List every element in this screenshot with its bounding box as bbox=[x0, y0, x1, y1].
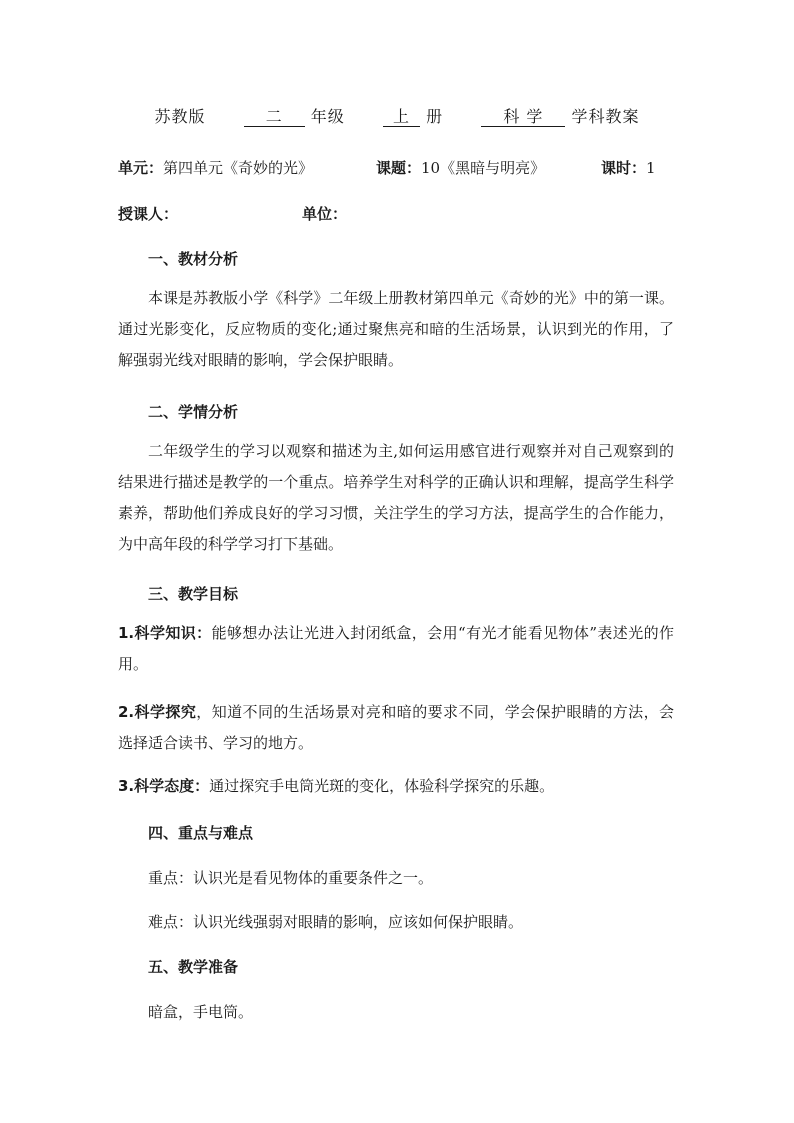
org-label: 单位： bbox=[302, 205, 348, 223]
section-heading-preparation: 五、教学准备 bbox=[148, 958, 239, 976]
period-label: 课时： bbox=[601, 159, 647, 177]
goal-label: 1.科学知识： bbox=[118, 624, 212, 642]
topic-label: 课题： bbox=[376, 159, 422, 177]
student-analysis-paragraph: 二年级学生的学习以观察和描述为主,如何运用感官进行观察并对自己观察到的结果进行描述是教学的一个重点。培养学生对科学的正确认识和理解，提高学生科学素养，帮助他们养成良好的学习习惯，关注学生的学习方法，提高学生的合作能力，为中高年段的科学学习打下基础。 bbox=[118, 442, 674, 553]
publisher-text: 苏教版 bbox=[154, 107, 206, 126]
teacher-label: 授课人： bbox=[118, 205, 179, 223]
subject-label: 学科教案 bbox=[571, 107, 640, 126]
document-title bbox=[0, 104, 794, 127]
section-heading-students: 二、学情分析 bbox=[148, 403, 239, 421]
unit-label: 单元： bbox=[118, 159, 164, 177]
key-point-text: 重点：认识光是看见物体的重要条件之一。 bbox=[148, 869, 434, 887]
difficulty-text: 难点：认识光线强弱对眼睛的影响，应该如何保护眼睛。 bbox=[148, 913, 524, 931]
volume-blank: 上 bbox=[383, 108, 420, 127]
section-heading-key-points: 四、重点与难点 bbox=[148, 824, 254, 842]
goal-item-attitude bbox=[118, 771, 674, 802]
grade-blank: 二 bbox=[244, 108, 305, 127]
grade-label: 年级 bbox=[310, 107, 345, 126]
goal-text: 通过探究手电筒光斑的变化，体验科学探究的乐趣。 bbox=[209, 777, 555, 795]
unit-value: 第四单元《奇妙的光》 bbox=[163, 159, 314, 177]
section-heading-textbook: 一、教材分析 bbox=[148, 250, 239, 268]
goal-item-knowledge bbox=[118, 618, 674, 680]
section-heading-goals: 三、教学目标 bbox=[148, 585, 239, 603]
goal-text: 能够想办法让光进入封闭纸盒，会用“有光才能看见物体”表述光的作用。 bbox=[118, 624, 674, 673]
goal-item-inquiry bbox=[118, 697, 674, 759]
volume-label: 册 bbox=[426, 107, 444, 126]
topic-value: 10《黑暗与明亮》 bbox=[421, 159, 546, 177]
goal-text: ，知道不同的生活场景对亮和暗的要求不同，学会保护眼睛的方法，会选择适合读书、学习的地方。 bbox=[118, 703, 674, 752]
goal-label: 3.科学态度： bbox=[118, 777, 210, 795]
materials-text: 暗盒，手电筒。 bbox=[148, 1003, 254, 1021]
textbook-analysis-paragraph: 本课是苏教版小学《科学》二年级上册教材第四单元《奇妙的光》中的第一课。通过光影变化，反应物质的变化;通过聚焦亮和暗的生活场景，认识到光的作用，了解强弱光线对眼睛的影响，学会保护眼睛。 bbox=[118, 289, 674, 369]
subject-blank: 科 学 bbox=[481, 108, 565, 127]
period-value: 1 bbox=[646, 159, 656, 177]
goal-label: 2.科学探究 bbox=[118, 703, 197, 721]
